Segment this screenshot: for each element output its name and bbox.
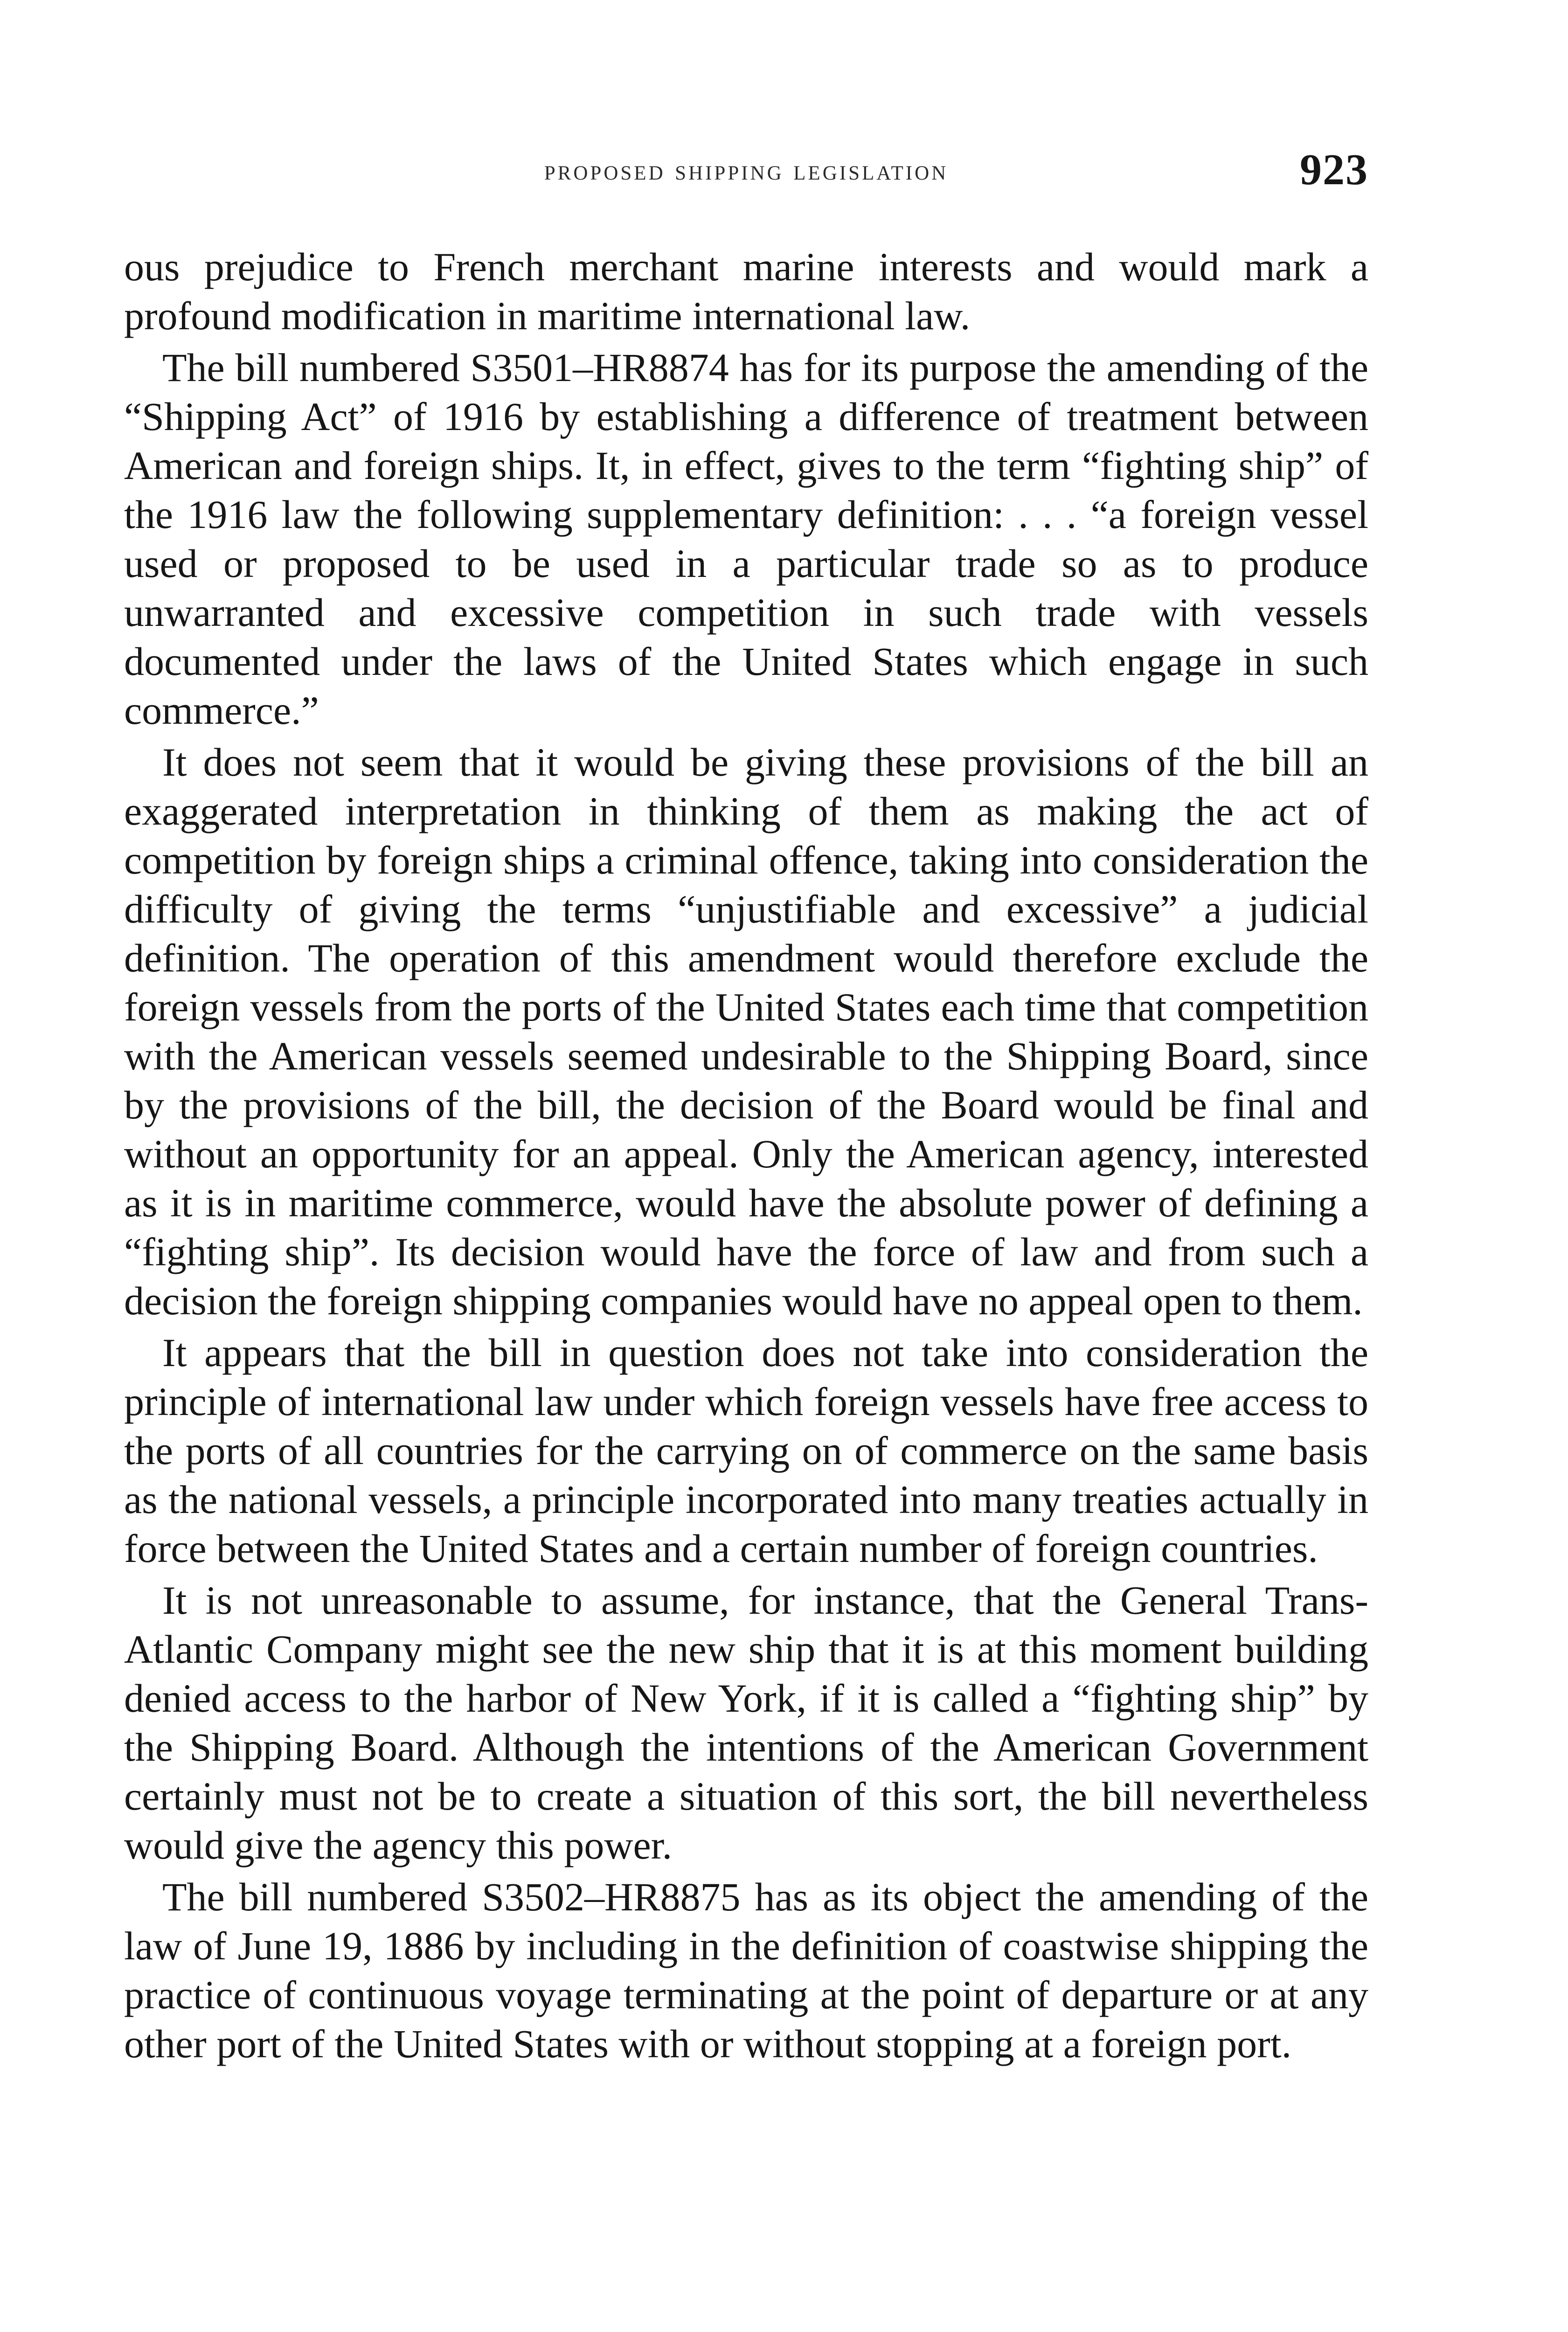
paragraph-trans-atlantic: It is not unreasonable to assume, for instance, that the General Trans-Atlantic Company might see the new ship that it is at this moment building denied access to the harbor of New York, if it is called a “fighting ship” by the Shipping Board. Although the intentions of the American Government certainly must not be to create a situation of this sort, the bill nevertheless would give the agency this power. — [124, 1578, 1368, 1867]
paragraph-bill-s3501: The bill numbered S3501–HR8874 has for its purpose the amending of the “Shipping Act” of 1916 by establishing a difference of treatment between American and foreign ships. It, in effect, gives to the term “fighting ship” of the 1916 law the following supplementary definition: . . . “a foreign vessel used or proposed to be used in a particular trade so as to produce unwarranted and excessive competition in such trade with vessels documented under the laws of the United States which engage in such commerce.” — [124, 345, 1368, 733]
paragraph-interpretation: It does not seem that it would be giving these provisions of the bill an exaggerated interpretation in thinking of them as making the act of competition by foreign ships a criminal offence, taking into consideration the difficulty of giving the terms “unjustifiable and excessive” a judicial definition. The operation of this amendment would therefore exclude the foreign vessels from the ports of the United States each time that competition with the American vessels seemed undesirable to the Shipping Board, since by the provisions of the bill, the decision of the Board would be final and without an opportunity for an appeal. Only the American agency, interested as it is in maritime commerce, would have the absolute power of defining a “fighting ship”. Its decision would have the force of law and from such a decision the foreign shipping companies would have no appeal open to them. — [124, 740, 1368, 1323]
running-head — [124, 147, 1368, 199]
paragraph-continuation: ous prejudice to French merchant marine interests and would mark a profound modification in maritime international law. — [124, 244, 1368, 338]
body-text — [124, 243, 1368, 2071]
paragraph-bill-s3502: The bill numbered S3502–HR8875 has as its object the amending of the law of June 19, 1886 by including in the definition of coastwise shipping the practice of continuous voyage terminating at the point of departure or at any other port of the United States with or without stopping at a foreign port. — [124, 1874, 1368, 2066]
paragraph-international-law: It appears that the bill in question does not take into consideration the principle of international law under which foreign vessels have free access to the ports of all countries for the carrying on of commerce on the same basis as the national vessels, a principle incorporated into many treaties actually in force between the United States and a certain number of foreign countries. — [124, 1330, 1368, 1571]
page-number: 923 — [1300, 146, 1368, 194]
running-title: proposed shipping legislation — [544, 154, 949, 186]
